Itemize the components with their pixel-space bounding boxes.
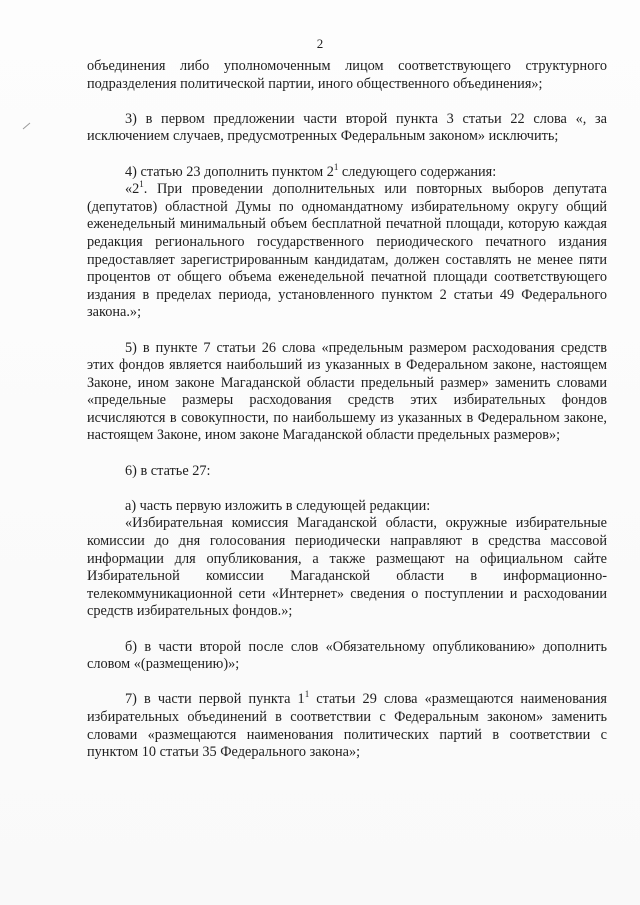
item-4-content-text: . При проведении дополнительных или повторных выборов депутата (депутатов) областной Думы по одномандатному избирательному округу общий еженедельный минимальный объем бесплатной печатной площади, которую каждая редакция регионального государственного периодического печатного издания предоставляет зарегистрированным кандидатам, должен составлять не менее пяти процентов от общего объема еженедельной печатной площади соответствующего издания в пределах периода, установленного пунктом 2 статьи 49 Федерального закона.»; bbox=[87, 181, 607, 321]
item-4-superscript: 1 bbox=[333, 161, 339, 172]
paragraph-item-6a-content: «Избирательная комиссия Магаданской области, окружные избирательные комиссии до дня голосования периодически направляют в средства массовой информации для опубликования, а также размещают на официальном сайте Избирательной комиссии Магаданской области в информационно-телекоммуникационной сети «Интернет» сведения о поступлении и расходовании средств избирательных фондов.»; bbox=[87, 515, 607, 620]
paragraph-continuation: объединения либо уполномоченным лицом соответствующего структурного подразделения политической партии, иного общественного объединения»; bbox=[87, 58, 607, 92]
item-7-text-end: статьи 29 слова «размещаются наименования избирательных объединений в соответствии с Федеральным законом» заменить словами «размещаются наименования политических партий в соответствии с пунктом 10 статьи 35 Федерального закона»; bbox=[87, 691, 607, 761]
paragraph-item-5: 5) в пункте 7 статьи 26 слова «предельным размером расходования средств этих фондов является наибольший из указанных в Федеральном законе, настоящем Законе, ином законе Магаданской области предельный размер» заменить словами «предельные размеры расходования средств этих избирательных фондов исчисляются в совокупности, по наибольшему из указанных в Федеральном законе, настоящем Законе, ином законе Магаданской области предельных размеров»; bbox=[87, 339, 607, 444]
item-4-content-superscript: 1 bbox=[139, 179, 144, 190]
item-4-text-end: следующего содержания: bbox=[338, 163, 497, 180]
paragraph-item-6a: а) часть первую изложить в следующей редакции: bbox=[125, 497, 431, 514]
margin-scan-mark bbox=[22, 121, 32, 131]
item-4-content-start: «2 bbox=[125, 181, 140, 198]
page-number: 2 bbox=[316, 36, 324, 51]
paragraph-item-4-content bbox=[87, 181, 607, 322]
paragraph-item-7 bbox=[87, 691, 607, 761]
paragraph-item-4 bbox=[87, 161, 607, 182]
item-7-text: 7) в части первой пункта 1 bbox=[125, 691, 305, 708]
document-body bbox=[87, 58, 607, 762]
item-7-superscript: 1 bbox=[304, 689, 310, 700]
item-4-text: 4) статью 23 дополнить пунктом 2 bbox=[125, 163, 334, 180]
paragraph-item-6: 6) в статье 27: bbox=[125, 462, 211, 479]
paragraph-item-3: 3) в первом предложении части второй пункта 3 статьи 22 слова «, за исключением случаев, предусмотренных Федеральным законом» исключить; bbox=[87, 110, 607, 145]
paragraph-item-6b: б) в части второй после слов «Обязательному опубликованию» дополнить словом «(размещению)»; bbox=[87, 638, 607, 673]
